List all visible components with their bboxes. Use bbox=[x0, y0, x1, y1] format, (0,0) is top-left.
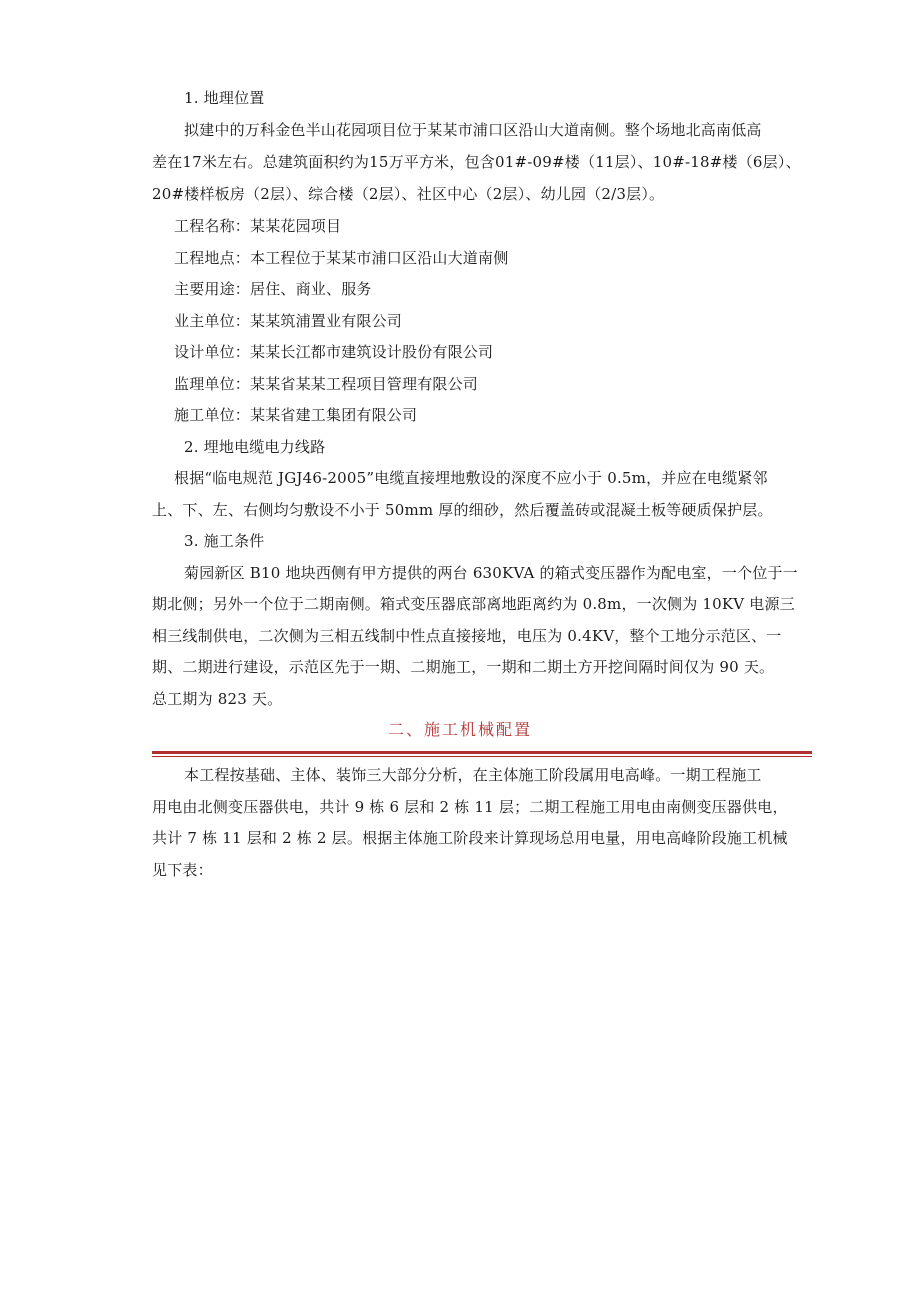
paragraph-line: 20#楼样板房（2层）、综合楼（2层）、社区中心（2层）、幼儿园（2/3层）。 bbox=[152, 185, 665, 203]
info-owner: 业主单位：某某筑浦置业有限公司 bbox=[174, 312, 403, 330]
section-title-machinery: 二、施工机械配置 bbox=[387, 720, 532, 739]
paragraph-line: 期北侧；另外一个位于二期南侧。箱式变压器底部离地距离约为 0.8m，一次侧为 10KV 电源三 bbox=[152, 595, 795, 613]
heading-cable: 2. 埋地电缆电力线路 bbox=[184, 438, 326, 456]
paragraph-line: 用电由北侧变压器供电，共计 9 栋 6 层和 2 栋 11 层；二期工程施工用电由南侧变压器供电， bbox=[152, 798, 788, 816]
paragraph-line: 期、二期进行建设，示范区先于一期、二期施工，一期和二期土方开挖间隔时间仅为 90 天。 bbox=[152, 658, 775, 676]
heading-location: 1. 地理位置 bbox=[184, 89, 265, 107]
section-divider-thick bbox=[152, 751, 812, 754]
heading-conditions: 3. 施工条件 bbox=[184, 532, 265, 550]
paragraph-line: 本工程按基础、主体、装饰三大部分分析，在主体施工阶段属用电高峰。一期工程施工 bbox=[184, 766, 762, 784]
paragraph-line: 拟建中的万科金色半山花园项目位于某某市浦口区沿山大道南侧。整个场地北高南低高 bbox=[184, 121, 762, 139]
info-designer: 设计单位：某某长江都市建筑设计股份有限公司 bbox=[174, 343, 494, 361]
paragraph-line: 共计 7 栋 11 层和 2 栋 2 层。根据主体施工阶段来计算现场总用电量，用电高峰阶段施工机械 bbox=[152, 829, 788, 847]
paragraph-line: 根据“临电规范 JGJ46-2005”电缆直接埋地敷设的深度不应小于 0.5m，并应在电缆紧邻 bbox=[174, 469, 768, 487]
info-project-location: 工程地点：本工程位于某某市浦口区沿山大道南侧 bbox=[174, 249, 509, 267]
paragraph-line: 差在17米左右。总建筑面积约为15万平方米，包含01#-09#楼（11层）、10#-18#楼（6层）、 bbox=[152, 153, 801, 171]
info-contractor: 施工单位：某某省建工集团有限公司 bbox=[174, 406, 418, 424]
info-project-name: 工程名称：某某花园项目 bbox=[174, 217, 342, 235]
paragraph-line: 上、下、左、右侧均匀敷设不小于 50mm 厚的细砂，然后覆盖砖或混凝土板等硬质保护层。 bbox=[152, 501, 773, 519]
paragraph-line: 相三线制供电，二次侧为三相五线制中性点直接接地，电压为 0.4KV，整个工地分示范区、一 bbox=[152, 627, 782, 645]
info-main-use: 主要用途：居住、商业、服务 bbox=[174, 280, 372, 298]
paragraph-line: 见下表： bbox=[152, 861, 213, 879]
paragraph-line: 总工期为 823 天。 bbox=[152, 690, 283, 708]
info-supervisor: 监理单位：某某省某某工程项目管理有限公司 bbox=[174, 375, 479, 393]
section-divider-thin bbox=[152, 756, 812, 757]
paragraph-line: 菊园新区 B10 地块西侧有甲方提供的两台 630KVA 的箱式变压器作为配电室，一个位于一 bbox=[184, 564, 798, 582]
